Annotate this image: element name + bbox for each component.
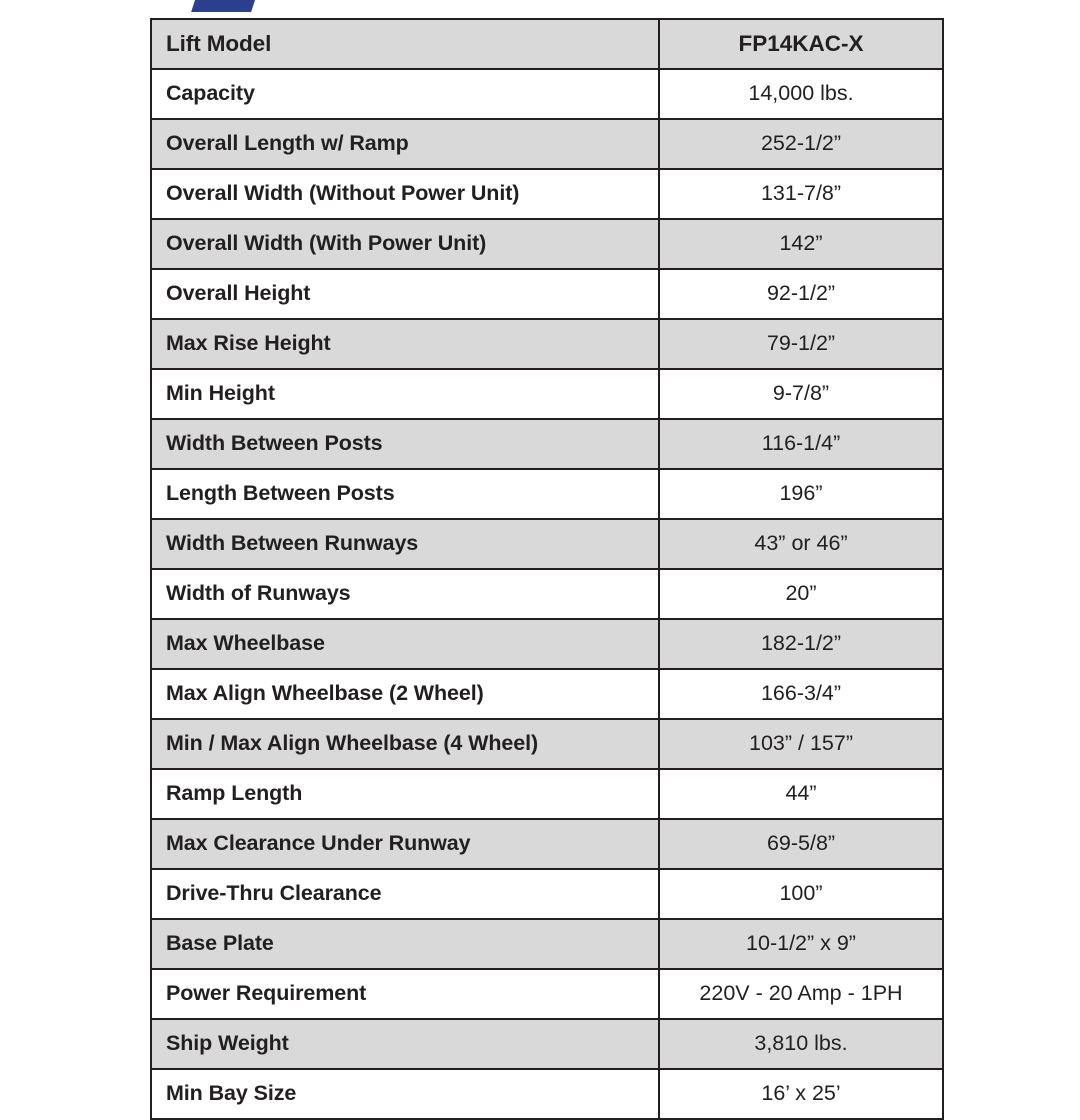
table-row [151, 869, 943, 919]
table-row [151, 369, 943, 419]
spec-label: Base Plate [151, 919, 659, 969]
table-row [151, 919, 943, 969]
table-row [151, 669, 943, 719]
spec-label: Max Align Wheelbase (2 Wheel) [151, 669, 659, 719]
spec-label: Power Requirement [151, 969, 659, 1019]
table-row [151, 319, 943, 369]
spec-value: 182-1/2” [659, 619, 943, 669]
table-row [151, 469, 943, 519]
spec-value: 69-5/8” [659, 819, 943, 869]
spec-label: Length Between Posts [151, 469, 659, 519]
table-row [151, 419, 943, 469]
spec-value: 103” / 157” [659, 719, 943, 769]
spec-label: Min / Max Align Wheelbase (4 Wheel) [151, 719, 659, 769]
spec-value: 79-1/2” [659, 319, 943, 369]
spec-value: 166-3/4” [659, 669, 943, 719]
table-row [151, 1069, 943, 1119]
table-row [151, 169, 943, 219]
table-row [151, 119, 943, 169]
spec-label: Overall Length w/ Ramp [151, 119, 659, 169]
table-row [151, 1019, 943, 1069]
table-header-value: FP14KAC-X [659, 19, 943, 69]
table-row [151, 19, 943, 69]
spec-label: Width Between Posts [151, 419, 659, 469]
table-row [151, 219, 943, 269]
spec-value: 44” [659, 769, 943, 819]
specification-table [150, 18, 944, 1120]
table-header-label: Lift Model [151, 19, 659, 69]
spec-value: 220V - 20 Amp - 1PH [659, 969, 943, 1019]
table-row [151, 519, 943, 569]
spec-label: Max Wheelbase [151, 619, 659, 669]
spec-value: 116-1/4” [659, 419, 943, 469]
table-row [151, 69, 943, 119]
spec-label: Overall Height [151, 269, 659, 319]
spec-value: 196” [659, 469, 943, 519]
spec-label: Min Bay Size [151, 1069, 659, 1119]
spec-label: Overall Width (With Power Unit) [151, 219, 659, 269]
spec-value: 9-7/8” [659, 369, 943, 419]
spec-label: Capacity [151, 69, 659, 119]
spec-label: Ship Weight [151, 1019, 659, 1069]
table-row [151, 819, 943, 869]
table-row [151, 619, 943, 669]
spec-value: 14,000 lbs. [659, 69, 943, 119]
table-row [151, 719, 943, 769]
spec-label: Overall Width (Without Power Unit) [151, 169, 659, 219]
table-row [151, 969, 943, 1019]
spec-value: 43” or 46” [659, 519, 943, 569]
spec-value: 252-1/2” [659, 119, 943, 169]
spec-label: Width of Runways [151, 569, 659, 619]
spec-label: Width Between Runways [151, 519, 659, 569]
spec-value: 92-1/2” [659, 269, 943, 319]
spec-value: 131-7/8” [659, 169, 943, 219]
spec-label: Ramp Length [151, 769, 659, 819]
spec-value: 10-1/2” x 9” [659, 919, 943, 969]
spec-label: Min Height [151, 369, 659, 419]
spec-label: Drive-Thru Clearance [151, 869, 659, 919]
table-row [151, 269, 943, 319]
table-row [151, 769, 943, 819]
spec-label: Max Clearance Under Runway [151, 819, 659, 869]
spec-value: 100” [659, 869, 943, 919]
spec-value: 20” [659, 569, 943, 619]
table-row [151, 569, 943, 619]
specification-table-container [150, 18, 942, 1120]
spec-value: 142” [659, 219, 943, 269]
spec-label: Max Rise Height [151, 319, 659, 369]
spec-value: 3,810 lbs. [659, 1019, 943, 1069]
brand-accent-mark [191, 0, 261, 12]
spec-value: 16’ x 25’ [659, 1069, 943, 1119]
